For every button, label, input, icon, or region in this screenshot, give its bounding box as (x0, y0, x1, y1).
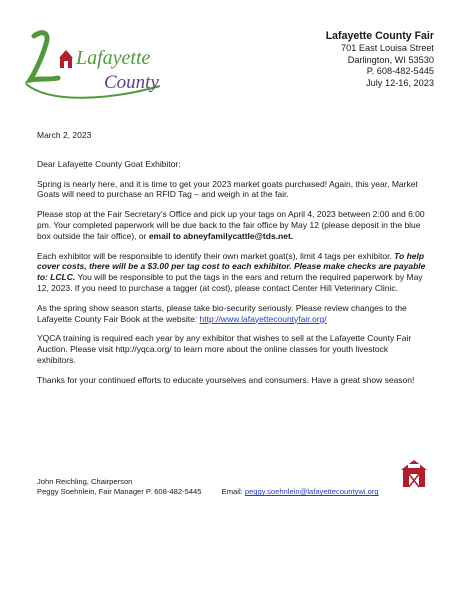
barn-icon (399, 458, 429, 488)
email-instruction: email to abneyfamilycattle@tds.net. (148, 230, 294, 241)
paragraph-4-text: As the spring show season starts, please take bio-security seriously. Please review changes to the Lafayette County Fair Book at the website: (37, 302, 407, 324)
chair-name: John Reichling, Chairperson (37, 477, 133, 486)
email-block (222, 487, 379, 497)
paragraph-3 (37, 251, 427, 294)
paragraph-2 (37, 209, 427, 241)
logo-text-bottom: County (104, 72, 159, 93)
header-address (326, 30, 434, 89)
manager-name: Peggy Soehnlein, Fair Manager P. 608-482-5445 (37, 487, 202, 497)
org-name: Lafayette County Fair (325, 30, 434, 42)
manager-email-link[interactable]: peggy.soehnlein@lafayettecountywi.org (244, 487, 379, 497)
paragraph-5-text: YQCA training is required each year by any exhibitor that wishes to sell at the Lafayette County Fair Auction. Please visit (37, 333, 412, 355)
barn-icon (59, 50, 73, 68)
letter-body (37, 130, 427, 395)
fair-dates: July 12-16, 2023 (366, 77, 434, 88)
street: 701 East Louisa Street (341, 43, 434, 53)
paragraph-4 (37, 303, 427, 325)
city: Darlington, WI 53530 (347, 54, 434, 65)
yqca-link[interactable]: http://yqca.org/ (115, 344, 172, 355)
paragraph-3-text: Each exhibitor will be responsible to identify their own market goat(s), limit 4 tags per exhibitor. (37, 250, 395, 261)
paragraph-6: Thanks for your continued efforts to educate yourselves and consumers. Have a great show season! (37, 374, 415, 385)
paragraph-3-rest: You will be responsible to put the tags in the ears and return the required paperwork by May 12, 2023. If you need to purchase a tagger (at cost), please contact Center Hill Veterinary Clinic. (37, 272, 423, 293)
logo-text-top: Lafayette (76, 47, 151, 69)
fair-website-link[interactable]: http://www.lafayettecountyfair.org/ (199, 313, 327, 324)
paragraph-1: Spring is nearly here, and it is time to get your 2023 market goats purchased! Again, this year, Market Goats will need to purchase an RFID Tag – and weigh in at the fair. (37, 178, 418, 200)
salutation: Dear Lafayette County Goat Exhibitor: (37, 158, 181, 169)
letter-date: March 2, 2023 (37, 130, 92, 140)
paragraph-5-rest: to learn more about the online classes for youth livestock exhibitors. (37, 344, 389, 365)
fair-logo (20, 26, 172, 104)
phone: P. 608-482-5445 (366, 66, 434, 77)
cost-notice: To help cover costs, there will be a $3.00 per tag cost to each exhibitor. Please make checks are payable to: LCLC. (37, 250, 426, 283)
email-label: Email: (221, 487, 245, 497)
paragraph-5 (37, 333, 427, 365)
paragraph-2-text: Please stop at the Fair Secretary’s Office and pick up your tags on April 4, 2023 between 2:00 and 6:00 pm. Your completed paperwork will be due back to the fair office by May 12 (please deposit in the blue box outside the fair office), or (37, 209, 425, 241)
signature-block (37, 477, 379, 497)
